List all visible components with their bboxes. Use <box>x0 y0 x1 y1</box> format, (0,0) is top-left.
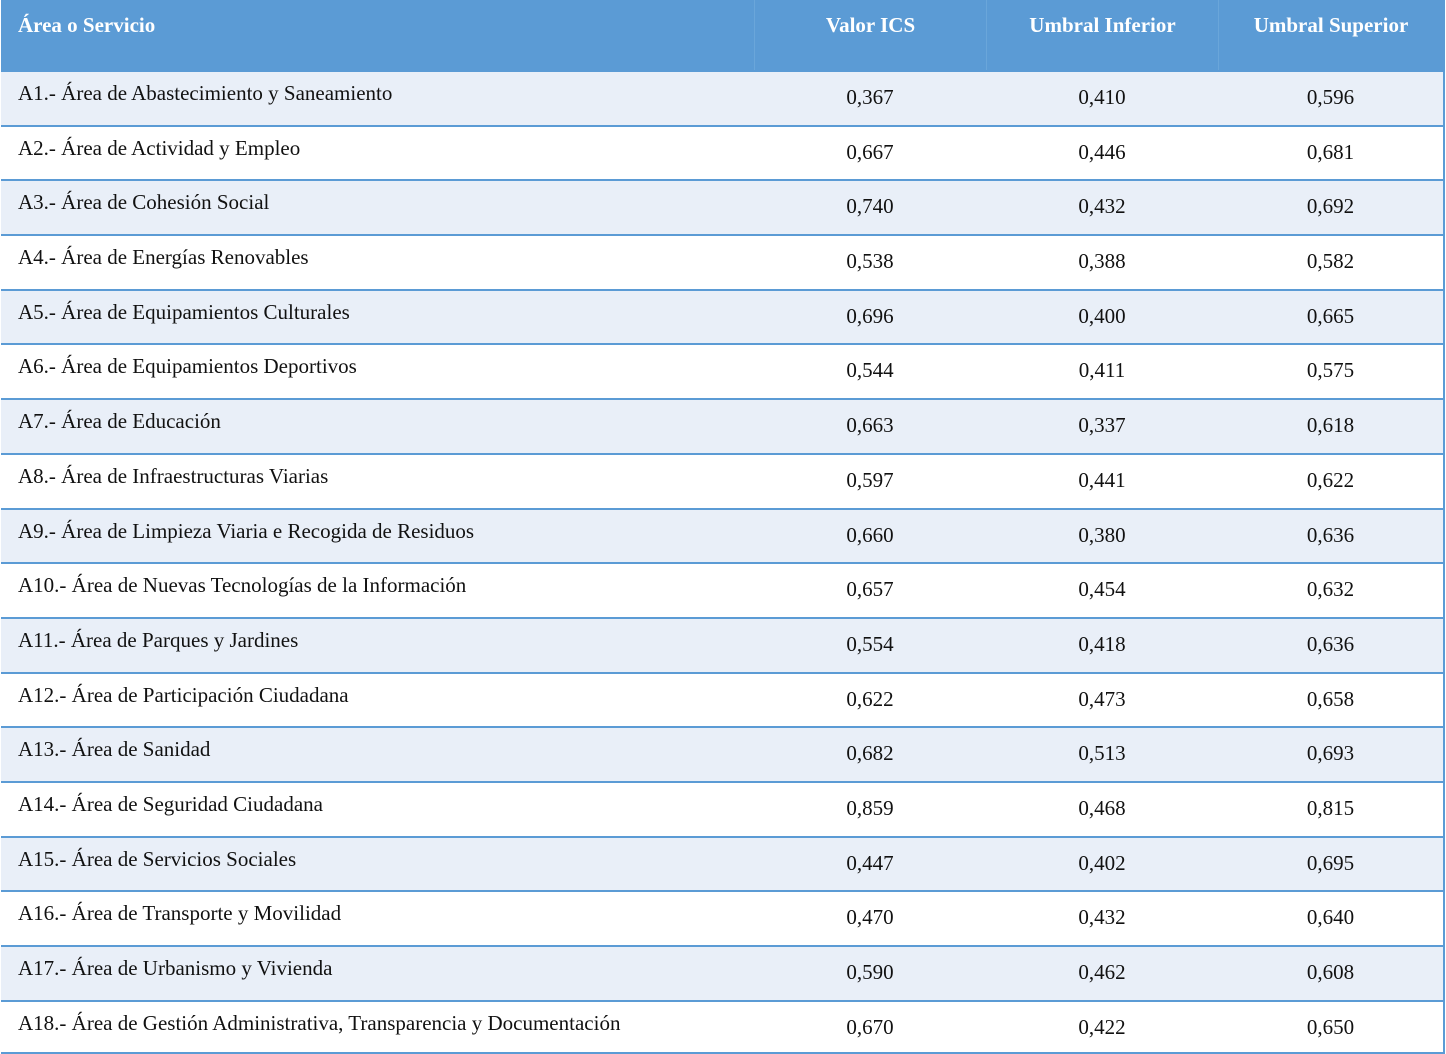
area-cell: A11.- Área de Parques y Jardines <box>18 627 299 652</box>
umbral-inferior-cell: 0,388 <box>1078 249 1126 274</box>
area-cell: A10.- Área de Nuevas Tecnologías de la Información <box>18 573 467 598</box>
table-row <box>1 343 1443 398</box>
umbral-inferior-cell: 0,513 <box>1078 741 1126 766</box>
umbral-inferior-cell: 0,337 <box>1078 413 1126 438</box>
umbral-inferior-cell: 0,473 <box>1078 686 1126 711</box>
umbral-superior-cell: 0,695 <box>1306 850 1355 875</box>
umbral-superior-cell: 0,658 <box>1306 686 1355 711</box>
umbral-inferior-cell: 0,446 <box>1078 139 1126 164</box>
area-cell: A12.- Área de Participación Ciudadana <box>18 682 349 707</box>
valor-ics-cell: 0,660 <box>846 522 894 547</box>
area-cell: A8.- Área de Infraestructuras Viarias <box>18 463 329 488</box>
umbral-inferior-cell: 0,462 <box>1078 960 1126 984</box>
umbral-inferior-cell: 0,411 <box>1078 358 1126 383</box>
table-row <box>1 945 1443 1000</box>
umbral-inferior-cell: 0,380 <box>1078 522 1126 547</box>
valor-ics-cell: 0,859 <box>846 795 894 820</box>
area-cell: A1.- Área de Abastecimiento y Saneamiento <box>18 81 393 105</box>
umbral-superior-cell: 0,815 <box>1306 795 1355 820</box>
valor-ics-cell: 0,544 <box>846 358 894 383</box>
area-cell: A2.- Área de Actividad y Empleo <box>18 135 301 160</box>
valor-ics-cell: 0,682 <box>846 741 894 766</box>
table-row <box>1 726 1443 781</box>
valor-ics-cell: 0,590 <box>846 960 894 984</box>
umbral-inferior-cell: 0,468 <box>1078 795 1126 820</box>
table-row <box>1 836 1443 891</box>
umbral-inferior-cell: 0,454 <box>1078 577 1126 602</box>
area-cell: A3.- Área de Cohesión Social <box>18 190 270 215</box>
umbral-superior-cell: 0,575 <box>1306 358 1355 383</box>
valor-ics-cell: 0,663 <box>846 413 894 438</box>
umbral-superior-cell: 0,636 <box>1306 631 1355 656</box>
area-cell: A5.- Área de Equipamientos Culturales <box>18 299 350 324</box>
area-cell: A17.- Área de Urbanismo y Vivienda <box>18 956 333 980</box>
table-body <box>1 70 1443 1054</box>
area-cell: A9.- Área de Limpieza Viaria e Recogida de Residuos <box>18 518 475 543</box>
table-row <box>1 453 1443 508</box>
umbral-superior-cell: 0,636 <box>1306 522 1355 547</box>
umbral-superior-cell: 0,632 <box>1306 577 1355 602</box>
valor-ics-cell: 0,667 <box>846 139 894 164</box>
header-valor-ics: Valor ICS <box>754 0 986 70</box>
umbral-superior-cell: 0,692 <box>1306 194 1355 219</box>
area-cell: A15.- Área de Servicios Sociales <box>18 846 297 871</box>
valor-ics-cell: 0,470 <box>846 905 894 930</box>
valor-ics-cell: 0,597 <box>846 467 894 492</box>
area-cell: A13.- Área de Sanidad <box>18 737 211 762</box>
area-cell: A16.- Área de Transporte y Movilidad <box>18 901 342 926</box>
area-cell: A4.- Área de Energías Renovables <box>18 245 309 270</box>
header-umbral-superior: Umbral Superior <box>1218 0 1443 70</box>
umbral-superior-cell: 0,665 <box>1306 303 1355 328</box>
table-row <box>1 1000 1443 1054</box>
valor-ics-cell: 0,367 <box>846 85 894 109</box>
umbral-inferior-cell: 0,418 <box>1078 631 1126 656</box>
valor-ics-cell: 0,657 <box>846 577 894 602</box>
umbral-superior-cell: 0,618 <box>1306 413 1355 438</box>
area-cell: A7.- Área de Educación <box>18 409 221 434</box>
table-row <box>1 398 1443 453</box>
valor-ics-cell: 0,670 <box>846 1014 894 1039</box>
umbral-superior-cell: 0,640 <box>1306 905 1355 930</box>
umbral-superior-cell: 0,582 <box>1306 249 1355 274</box>
valor-ics-cell: 0,554 <box>846 631 894 656</box>
area-cell: A18.- Área de Gestión Administrativa, Transparencia y Documentación <box>18 1010 621 1035</box>
table-row <box>1 672 1443 727</box>
table-row <box>1 234 1443 289</box>
umbral-inferior-cell: 0,400 <box>1078 303 1126 328</box>
table-row <box>1 289 1443 344</box>
table-row <box>1 562 1443 617</box>
table-row <box>1 890 1443 945</box>
umbral-inferior-cell: 0,402 <box>1078 850 1126 875</box>
umbral-superior-cell: 0,681 <box>1306 139 1355 164</box>
table-header <box>1 0 1443 70</box>
umbral-superior-cell: 0,608 <box>1306 960 1355 984</box>
table-row <box>1 508 1443 563</box>
umbral-superior-cell: 0,596 <box>1306 85 1355 109</box>
table-row <box>1 125 1443 180</box>
valor-ics-cell: 0,740 <box>846 194 894 219</box>
area-cell: A14.- Área de Seguridad Ciudadana <box>18 791 323 816</box>
header-area: Área o Servicio <box>18 13 156 37</box>
umbral-inferior-cell: 0,422 <box>1078 1014 1126 1039</box>
umbral-inferior-cell: 0,410 <box>1078 85 1126 109</box>
umbral-superior-cell: 0,693 <box>1306 741 1355 766</box>
table-row <box>1 179 1443 234</box>
umbral-inferior-cell: 0,432 <box>1078 194 1126 219</box>
valor-ics-cell: 0,538 <box>846 249 894 274</box>
umbral-inferior-cell: 0,441 <box>1078 467 1126 492</box>
umbral-superior-cell: 0,650 <box>1306 1014 1355 1039</box>
area-cell: A6.- Área de Equipamientos Deportivos <box>18 354 357 379</box>
header-umbral-inferior: Umbral Inferior <box>986 0 1218 70</box>
valor-ics-cell: 0,447 <box>846 850 894 875</box>
umbral-inferior-cell: 0,432 <box>1078 905 1126 930</box>
valor-ics-cell: 0,622 <box>846 686 894 711</box>
umbral-superior-cell: 0,622 <box>1306 467 1355 492</box>
table-row <box>1 617 1443 672</box>
table-row <box>1 781 1443 836</box>
valor-ics-cell: 0,696 <box>846 303 894 328</box>
ics-table <box>1 0 1445 1054</box>
table-row <box>1 70 1443 125</box>
